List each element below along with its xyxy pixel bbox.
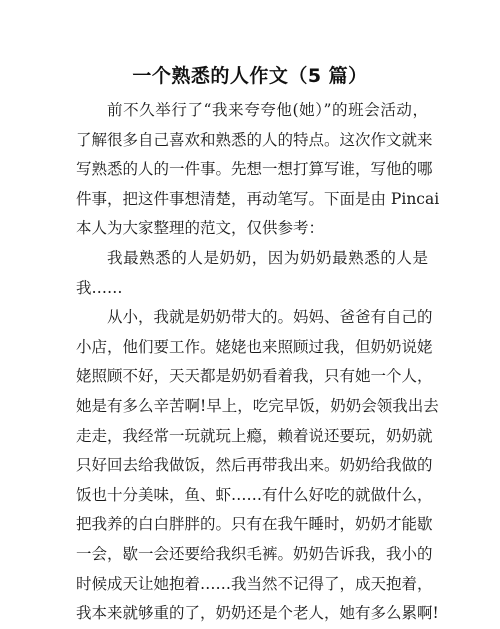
document-body bbox=[76, 96, 440, 629]
paragraph-line: 我最熟悉的人是奶奶，因为奶奶最熟悉的人是 bbox=[107, 248, 428, 267]
paragraph-line: 我…… bbox=[76, 278, 123, 297]
paragraph-line: 我本来就够重的了，奶奶还是个老人，她有多么累啊! bbox=[76, 604, 439, 623]
document-title: 一个熟悉的人作文（5 篇） bbox=[132, 65, 368, 87]
paragraph-line: 一会，歇一会还要给我织毛裤。奶奶告诉我，我小的 bbox=[76, 544, 433, 563]
paragraph-line: 写熟悉的人的一件事。先想一想打算写谁，写他的哪 bbox=[76, 160, 433, 179]
paragraph-line: 只好回去给我做饭，然后再带我出来。奶奶给我做的 bbox=[76, 456, 433, 475]
paragraph-line: 饭也十分美味，鱼、虾……有什么好吃的就做什么， bbox=[76, 485, 433, 504]
paragraph-line: 她是有多么辛苦啊!早上，吃完早饭，奶奶会领我出去 bbox=[76, 396, 439, 415]
paragraph-line: 前不久举行了“我来夸夸他(她）”的班会活动， bbox=[107, 101, 428, 119]
paragraph-line: 从小，我就是奶奶带大的。妈妈、爸爸有自己的 bbox=[107, 308, 433, 327]
paragraph-line: 本人为大家整理的范文，仅供参考： bbox=[76, 219, 325, 238]
paragraph-line: 把我养的白白胖胖的。只有在我午睡时，奶奶才能歇 bbox=[76, 515, 433, 534]
paragraph-line: 姥照顾不好，天天都是奶奶看着我，只有她一个人， bbox=[76, 367, 433, 386]
paragraph-line: 小店，他们要工作。姥姥也来照顾过我，但奶奶说姥 bbox=[76, 337, 433, 356]
paragraph-line: 件事，把这件事想清楚，再动笔写。下面是由 Pincai bbox=[76, 189, 440, 208]
paragraph-line: 走走，我经常一玩就玩上瘾，赖着说还要玩，奶奶就 bbox=[76, 426, 433, 445]
paragraph-line: 了解很多自己喜欢和熟悉的人的特点。这次作文就来 bbox=[76, 130, 433, 149]
paragraph-line: 时候成天让她抱着……我当然不记得了，成天抱着， bbox=[76, 574, 433, 593]
